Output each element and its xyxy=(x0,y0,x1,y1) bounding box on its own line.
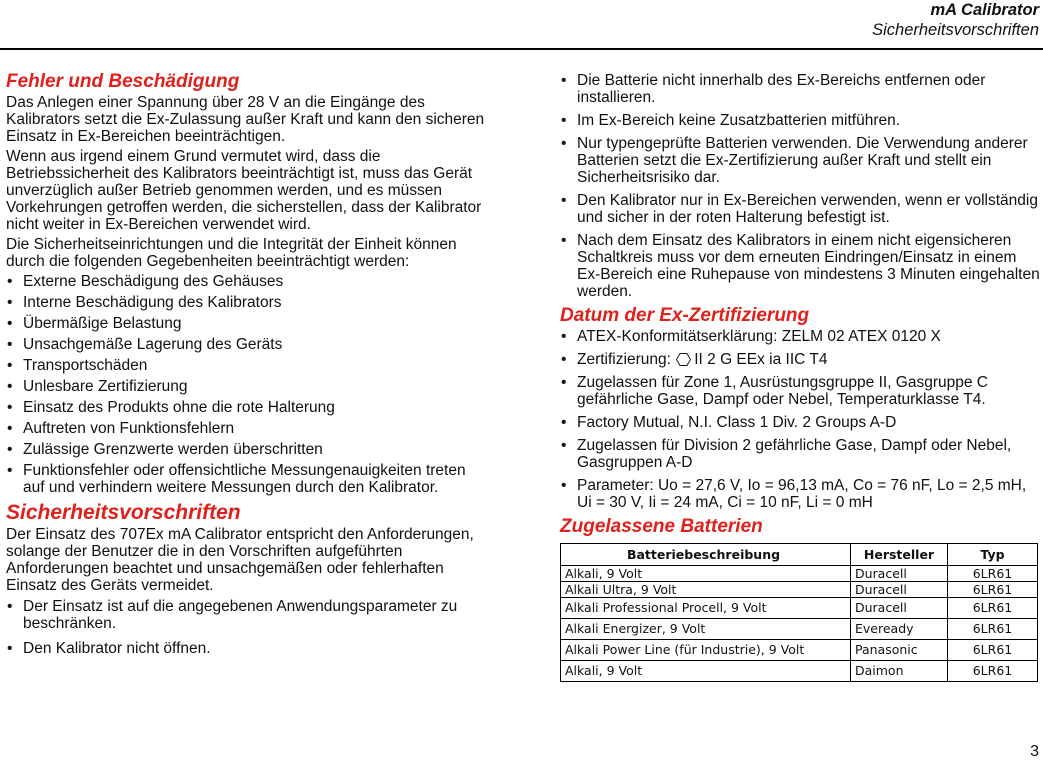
list-item: • Transportschäden xyxy=(7,357,148,374)
list-item: • Übermäßige Belastung xyxy=(7,315,182,332)
ex-hexagon-icon xyxy=(676,353,691,366)
bullet-icon: • xyxy=(561,477,567,494)
table-cell: Alkali Energizer, 9 Volt xyxy=(561,619,851,640)
bullet-icon: • xyxy=(561,351,567,368)
table-cell: 6LR61 xyxy=(948,640,1038,661)
list-item: • Funktionsfehler oder offensichtliche Messungenauigkeiten treten auf und verhindern weitere Messungen durch den Kalibrator. xyxy=(7,462,466,496)
bullet-icon: • xyxy=(7,378,13,395)
table-cell: Panasonic xyxy=(851,640,948,661)
safety-list xyxy=(6,598,491,657)
table-cell: 6LR61 xyxy=(948,619,1038,640)
table-cell: Eveready xyxy=(851,619,948,640)
running-header-title: mA Calibrator xyxy=(930,1,1039,19)
left-column xyxy=(6,70,491,661)
section-heading-fehler: Fehler und Beschädigung xyxy=(6,71,240,92)
right-column xyxy=(560,72,1042,682)
bullet-icon: • xyxy=(7,441,13,458)
section-heading-batterien: Zugelassene Batterien xyxy=(560,516,763,537)
list-item: • Nur typengeprüfte Batterien verwenden. Die Verwendung anderer Batterien setzt die Ex-Zertifizierung außer Kraft und stellt ein Sicherheitsrisiko dar. xyxy=(561,135,1028,186)
certification-list xyxy=(560,328,1042,511)
bullet-icon: • xyxy=(7,273,13,290)
table-cell: 6LR61 xyxy=(948,598,1038,619)
list-item: • Zertifizierung: II 2 G EEx ia IIC T4 xyxy=(561,351,828,368)
bullet-icon: • xyxy=(7,640,13,657)
paragraph: Der Einsatz des 707Ex mA Calibrator entspricht den Anforderungen, solange der Benutzer die in den Vorschriften aufgeführten Anforderungen beachtet und unsachgemäßen oder fehlerhaften Einsatz des Geräts vermeidet. xyxy=(6,526,474,594)
list-item: • Im Ex-Bereich keine Zusatzbatterien mitführen. xyxy=(561,112,901,129)
bullet-icon: • xyxy=(561,112,567,129)
list-item: • Den Kalibrator nur in Ex-Bereichen verwenden, wenn er vollständig und sicher in der roten Halterung befestigt ist. xyxy=(561,192,1038,226)
table-cell: Alkali Ultra, 9 Volt xyxy=(561,582,851,598)
bullet-icon: • xyxy=(7,294,13,311)
paragraph: Das Anlegen einer Spannung über 28 V an die Eingänge des Kalibrators setzt die Ex-Zulassung außer Kraft und kann den sicheren Einsatz in Ex-Bereichen beeinträchtigen. xyxy=(6,94,485,145)
bullet-icon: • xyxy=(7,598,13,615)
bullet-icon: • xyxy=(7,462,13,479)
list-item: • Die Batterie nicht innerhalb des Ex-Bereichs entfernen oder installieren. xyxy=(561,72,986,106)
bullet-icon: • xyxy=(7,315,13,332)
table-cell: 6LR61 xyxy=(948,566,1038,582)
list-item: • Interne Beschädigung des Kalibrators xyxy=(7,294,282,311)
table-row xyxy=(561,619,1038,640)
bullet-icon: • xyxy=(561,374,567,391)
bullet-icon: • xyxy=(561,437,567,454)
list-item: • Zugelassen für Division 2 gefährliche Gase, Dampf oder Nebel, Gasgruppen A-D xyxy=(561,437,1012,471)
list-item: • Zulässige Grenzwerte werden überschritten xyxy=(7,441,323,458)
list-item: • Der Einsatz ist auf die angegebenen Anwendungsparameter zu beschränken. xyxy=(7,598,458,632)
bullet-icon: • xyxy=(7,399,13,416)
table-cell: Alkali, 9 Volt xyxy=(561,661,851,682)
column-header: Hersteller xyxy=(851,544,948,566)
bullet-icon: • xyxy=(561,135,567,152)
bullet-icon: • xyxy=(561,72,567,89)
battery-table xyxy=(560,543,1038,682)
table-cell: Duracell xyxy=(851,598,948,619)
table-cell: Alkali, 9 Volt xyxy=(561,566,851,582)
list-item: • Einsatz des Produkts ohne die rote Halterung xyxy=(7,399,335,416)
table-row xyxy=(561,566,1038,582)
bullet-icon: • xyxy=(561,192,567,209)
table-cell: Duracell xyxy=(851,582,948,598)
list-item: • Unlesbare Zertifizierung xyxy=(7,378,188,395)
page-number: 3 xyxy=(1030,743,1039,760)
battery-rules-list xyxy=(560,72,1042,300)
column-header: Typ xyxy=(948,544,1038,566)
bullet-icon: • xyxy=(561,232,567,249)
list-item: • ATEX-Konformitätserklärung: ZELM 02 ATEX 0120 X xyxy=(561,328,941,345)
table-cell: Alkali Power Line (für Industrie), 9 Volt xyxy=(561,640,851,661)
table-row xyxy=(561,661,1038,682)
table-cell: Alkali Professional Procell, 9 Volt xyxy=(561,598,851,619)
running-header-subtitle: Sicherheitsvorschriften xyxy=(872,21,1039,39)
list-item: • Auftreten von Funktionsfehlern xyxy=(7,420,235,437)
column-header: Batteriebeschreibung xyxy=(561,544,851,566)
section-heading-zertifizierung: Datum der Ex-Zertifizierung xyxy=(560,305,810,326)
section-heading-sicherheitsvorschriften: Sicherheitsvorschriften xyxy=(6,501,241,524)
table-row xyxy=(561,640,1038,661)
list-item: • Den Kalibrator nicht öffnen. xyxy=(7,640,211,657)
paragraph: Die Sicherheitseinrichtungen und die Integrität der Einheit können durch die folgenden Gegebenheiten beeinträchtigt werden: xyxy=(6,236,457,270)
table-row xyxy=(561,598,1038,619)
bullet-icon: • xyxy=(7,357,13,374)
table-cell: 6LR61 xyxy=(948,582,1038,598)
table-cell: 6LR61 xyxy=(948,661,1038,682)
table-header-row xyxy=(561,544,1038,566)
bullet-icon: • xyxy=(7,420,13,437)
table-cell: Daimon xyxy=(851,661,948,682)
damage-list xyxy=(6,273,491,496)
list-item: • Unsachgemäße Lagerung des Geräts xyxy=(7,336,283,353)
table-row xyxy=(561,582,1038,598)
header-divider xyxy=(0,48,1043,50)
list-item: • Factory Mutual, N.I. Class 1 Div. 2 Groups A-D xyxy=(561,414,897,431)
list-item: • Externe Beschädigung des Gehäuses xyxy=(7,273,284,290)
list-item: • Parameter: Uo = 27,6 V, Io = 96,13 mA, Co = 76 nF, Lo = 2,5 mH, Ui = 30 V, Ii = 24 mA, Ci = 10 nF, Li = 0 mH xyxy=(561,477,1027,511)
table-cell: Duracell xyxy=(851,566,948,582)
list-item: • Zugelassen für Zone 1, Ausrüstungsgruppe II, Gasgruppe C gefährliche Gase, Dampf oder Nebel, Temperaturklasse T4. xyxy=(561,374,988,408)
bullet-icon: • xyxy=(7,336,13,353)
bullet-icon: • xyxy=(561,328,567,345)
list-item: • Nach dem Einsatz des Kalibrators in einem nicht eigensicheren Schaltkreis muss vor dem erneuten Eindringen/Einsatz in einem Ex-Bereich eine Ruhepause von mindestens 3 Minuten eingehalten werden. xyxy=(561,232,1040,300)
paragraph: Wenn aus irgend einem Grund vermutet wird, dass die Betriebssicherheit des Kalibrators beeinträchtigt ist, muss das Gerät unverzüglich außer Betrieb genommen werden, und es müssen Vorkehrungen getroffen werden, die sicherstellen, dass der Kalibrator nicht weiter in Ex-Bereichen verwendet wird. xyxy=(6,148,482,233)
bullet-icon: • xyxy=(561,414,567,431)
